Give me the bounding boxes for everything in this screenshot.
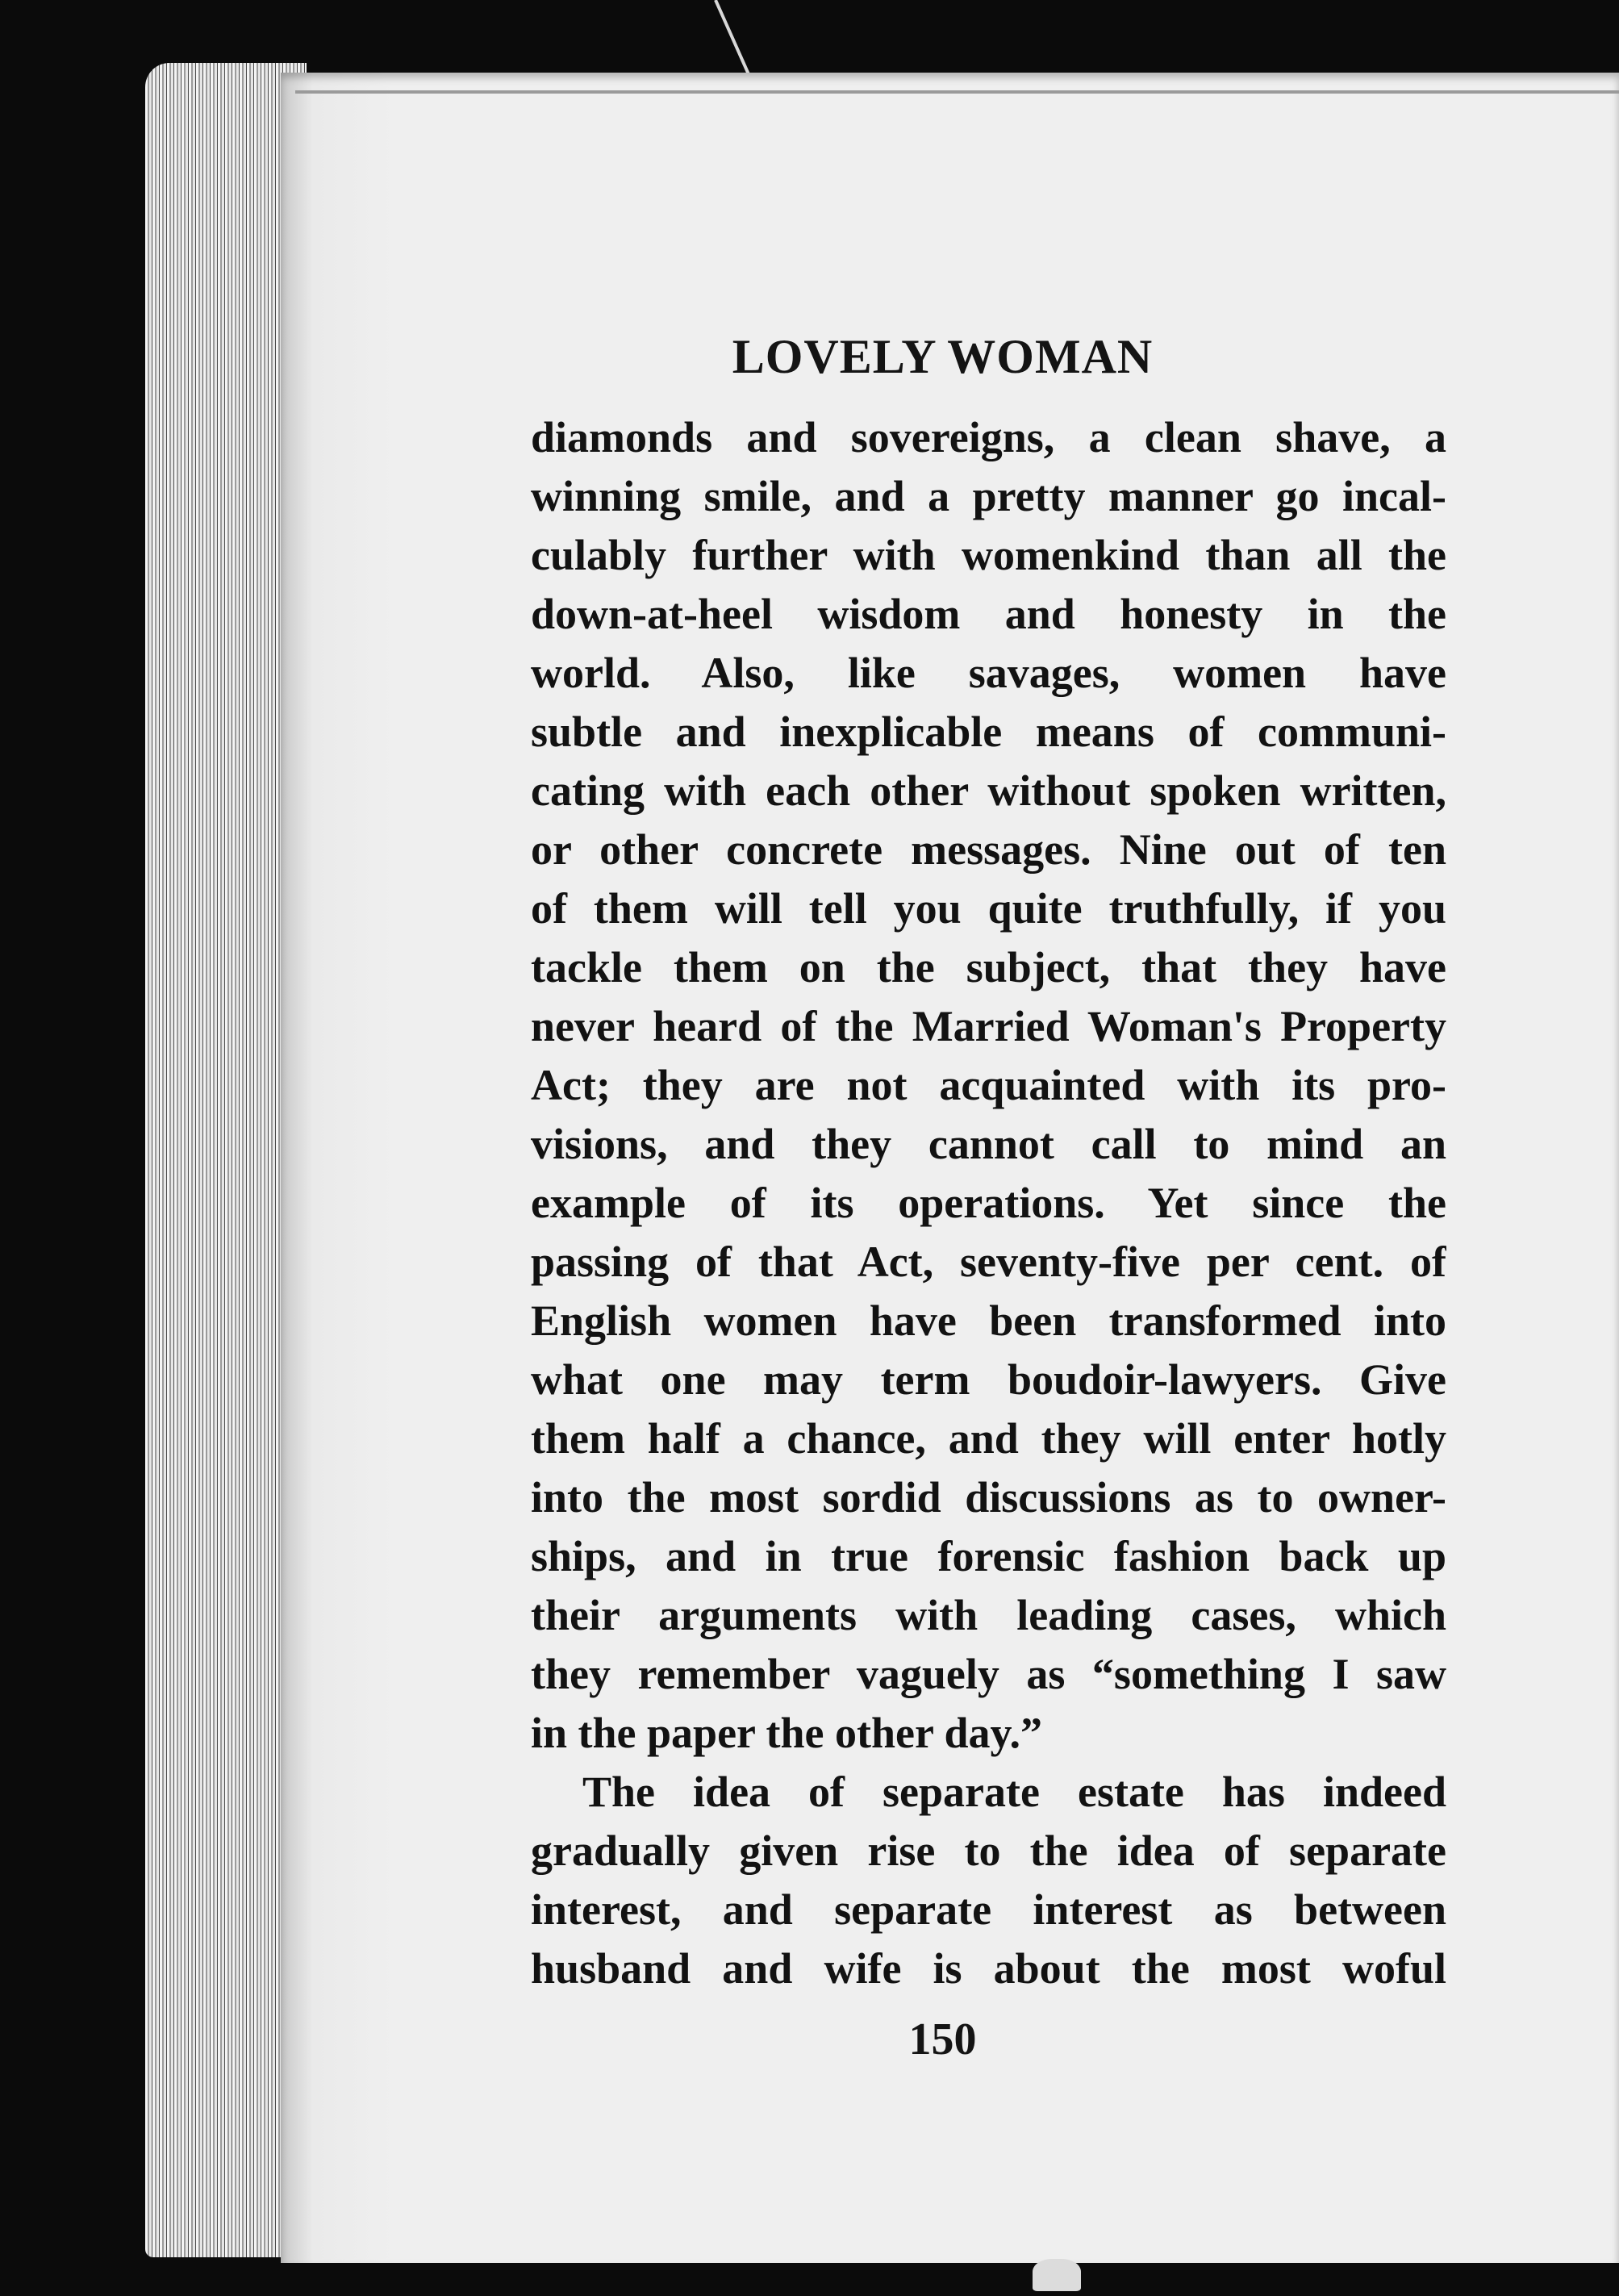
text-line: diamonds and sovereigns, a clean shave, a — [531, 413, 1446, 461]
text-line: cating with each other without spoken written, — [531, 766, 1446, 815]
text-line: of them will tell you quite truthfully, if you — [531, 884, 1446, 933]
paragraph — [531, 1763, 1446, 1998]
text-line: down-at-heel wisdom and honesty in the — [531, 590, 1446, 638]
text-line: English women have been transformed into — [531, 1296, 1446, 1345]
body-text — [531, 408, 1446, 1998]
text-line: passing of that Act, seventy-five per cent. of — [531, 1238, 1446, 1286]
text-line: Act; they are not acquainted with its pro- — [531, 1061, 1446, 1109]
text-line: subtle and inexplicable means of communi- — [531, 708, 1446, 756]
text-line: in the paper the other day.” — [531, 1709, 1043, 1757]
text-line: visions, and they cannot call to mind an — [531, 1120, 1446, 1168]
text-line: example of its operations. Yet since the — [531, 1179, 1446, 1227]
text-line: ships, and in true forensic fashion back up — [531, 1532, 1446, 1580]
text-line: winning smile, and a pretty manner go incal- — [531, 472, 1446, 520]
text-line: what one may term boudoir-lawyers. Give — [531, 1355, 1446, 1404]
text-line: culably further with womenkind than all the — [531, 531, 1446, 579]
text-line: they remember vaguely as “something I saw — [531, 1650, 1446, 1698]
text-line: gradually given rise to the idea of separate — [531, 1826, 1446, 1875]
page-top-edge — [295, 90, 1619, 94]
paragraph — [531, 408, 1446, 1763]
text-line: husband and wife is about the most woful — [531, 1944, 1446, 1993]
scan-artifact-line — [714, 0, 753, 81]
text-line: into the most sordid discussions as to owner- — [531, 1473, 1446, 1522]
scan-artifact-mark — [1033, 2259, 1081, 2291]
text-line: them half a chance, and they will enter hotly — [531, 1414, 1446, 1463]
text-line: their arguments with leading cases, which — [531, 1591, 1446, 1639]
text-line: The idea of separate estate has indeed — [582, 1768, 1446, 1816]
text-line: tackle them on the subject, that they have — [531, 943, 1446, 991]
text-line: world. Also, like savages, women have — [531, 649, 1446, 697]
page-number: 150 — [908, 2014, 977, 2064]
text-line: never heard of the Married Woman's Property — [531, 1002, 1446, 1050]
running-head: LOVELY WOMAN — [732, 330, 1154, 383]
text-line: interest, and separate interest as between — [531, 1885, 1446, 1934]
text-line: or other concrete messages. Nine out of ten — [531, 825, 1446, 874]
